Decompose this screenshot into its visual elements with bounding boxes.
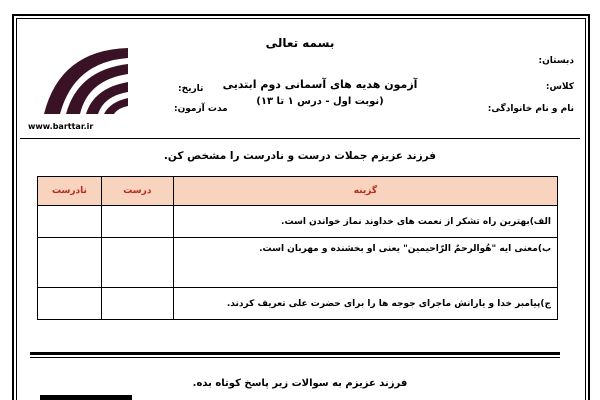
section-divider-thin xyxy=(30,357,560,358)
duration-label: مدت آزمون: xyxy=(174,104,228,114)
table-row xyxy=(38,206,558,238)
table-header-row xyxy=(38,177,558,206)
answer-cell-incorrect[interactable] xyxy=(38,206,102,238)
class-label: کلاس: xyxy=(545,82,574,92)
statement-a: الف)بهترین راه تشکر از نعمت های خداوند نماز خواندن است. xyxy=(173,206,557,238)
statement-b: ب)معنی ایه "هُوالرحمٌ الرّاحیمین" یعنی او بخشنده و مهربان است. xyxy=(173,238,557,288)
exam-subtitle: (نوبت اول - درس ۱ تا ۱۳) xyxy=(256,96,384,107)
bismillah-title: بسمه تعالی xyxy=(265,36,335,50)
website-url: www.barttar.ir xyxy=(28,122,94,131)
header-divider xyxy=(20,138,580,139)
answer-cell-correct[interactable] xyxy=(101,206,173,238)
section1-instruction: فرزند عزیزم جملات درست و نادرست را مشخص کن. xyxy=(163,150,437,162)
answer-bar xyxy=(40,395,132,400)
barttar-logo-icon xyxy=(40,44,130,116)
answer-cell-incorrect[interactable] xyxy=(38,288,102,320)
student-name-label: نام و نام خانوادگی: xyxy=(487,104,574,114)
answer-cell-incorrect[interactable] xyxy=(38,238,102,288)
section2-instruction: فرزند عزیزم به سوالات زیر پاسخ کوتاه بده. xyxy=(192,378,408,389)
column-header-correct: درست xyxy=(101,177,173,206)
column-header-option: گزینه xyxy=(173,177,557,206)
table-row xyxy=(38,238,558,288)
true-false-table xyxy=(37,176,558,320)
school-label: دبستان: xyxy=(538,56,574,66)
section-divider-thick xyxy=(30,352,560,355)
date-label: تاریخ: xyxy=(178,84,204,94)
answer-cell-correct[interactable] xyxy=(101,288,173,320)
statement-c: ج)پیامبر خدا و یارانش ماجرای جوجه ها را برای حضرت علی تعریف کردند. xyxy=(173,288,557,320)
table-row xyxy=(38,288,558,320)
exam-title: آزمون هدیه های آسمانی دوم ابتدیی xyxy=(222,78,418,91)
column-header-incorrect: نادرست xyxy=(38,177,102,206)
answer-cell-correct[interactable] xyxy=(101,238,173,288)
